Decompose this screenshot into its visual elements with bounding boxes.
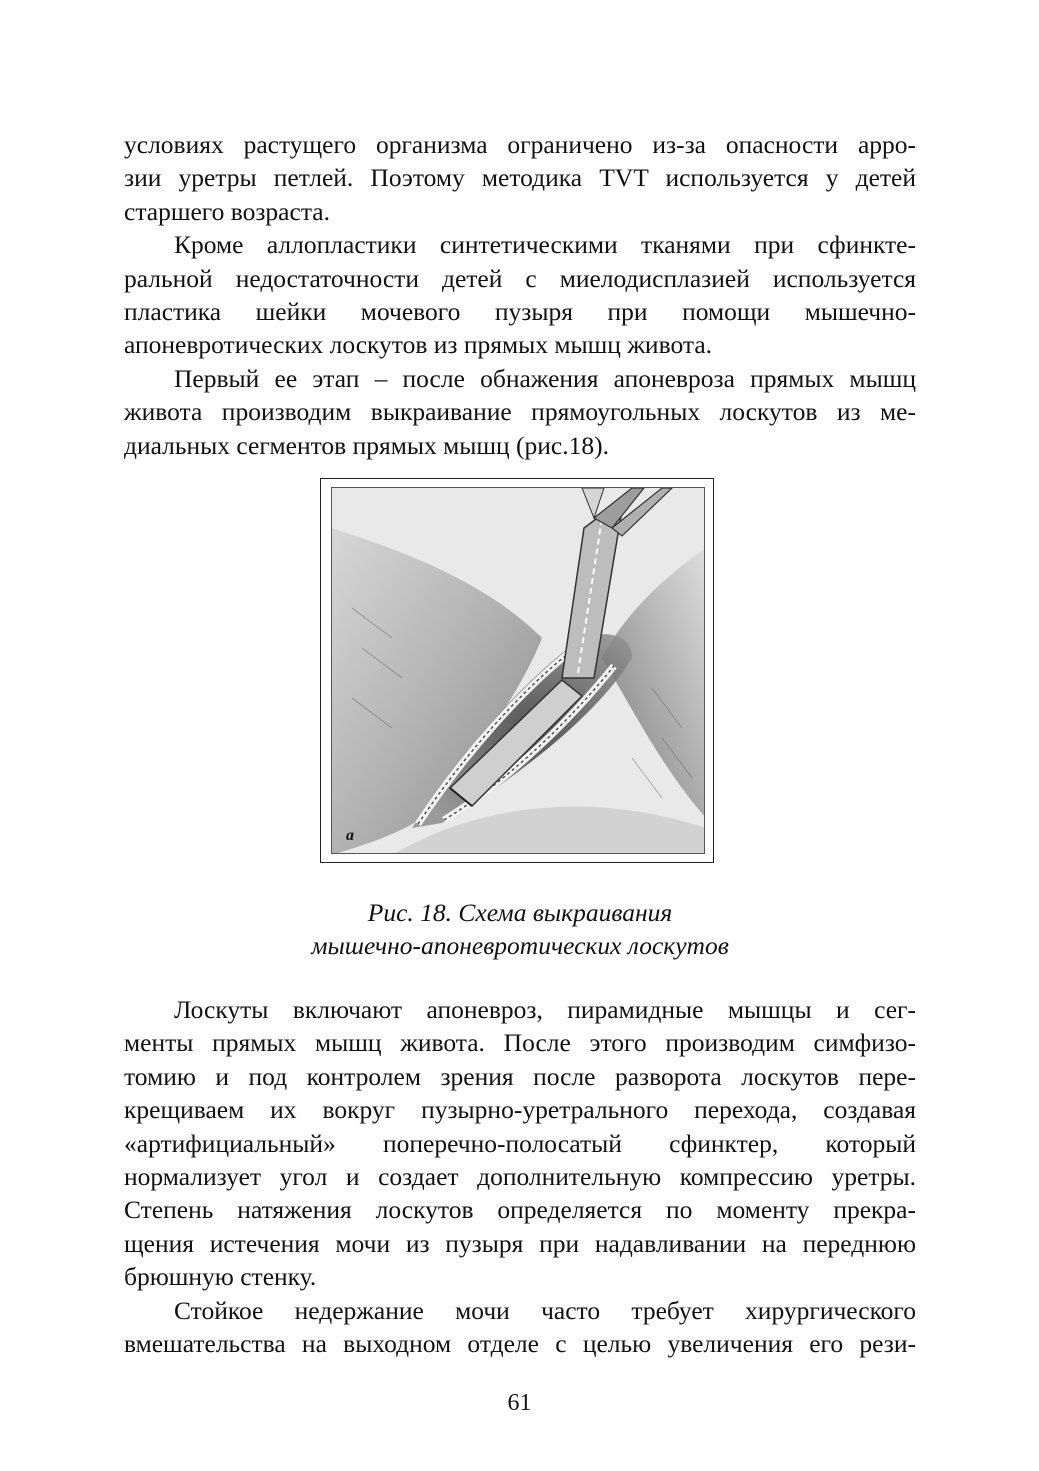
text-line: апоневротических лоскутов из прямых мышц живота. — [124, 330, 713, 360]
figure-panel-letter: a — [346, 827, 354, 844]
text-line: нормализует угол и создает дополнительную компрессию уретры. — [124, 1162, 916, 1192]
figure-caption — [124, 896, 916, 962]
text-line: Степень натяжения лоскутов определяется по моменту прекра- — [124, 1195, 916, 1225]
caption-line-1: Рис. 18. Схема выкраивания — [367, 898, 673, 927]
text-line: условиях растущего организма ограничено из-за опасности арро- — [124, 130, 916, 159]
text-line: Стойкое недержание мочи часто требует хирургического — [174, 1295, 916, 1325]
text-line: щения истечения мочи из пузыря при надавливании на переднюю — [124, 1228, 916, 1258]
surgical-illustration — [331, 487, 705, 854]
text-line: томию и под контролем зрения после разворота лоскутов пере- — [124, 1061, 916, 1091]
text-line: Кроме аллопластики синтетическими тканями при сфинкте- — [174, 230, 916, 260]
paragraph-4 — [124, 993, 916, 1294]
text-line: брюшную стенку. — [124, 1262, 317, 1292]
text-line: Лоскуты включают апоневроз, пирамидные мышцы и сег- — [174, 995, 916, 1024]
surgical-drawing-graphic — [332, 488, 705, 854]
bottom-text-block — [124, 993, 916, 1360]
caption-line-2: мышечно-апоневротических лоскутов — [311, 931, 729, 960]
figure-18-frame — [320, 478, 714, 863]
text-line: крещиваем их вокруг пузырно-уретрального перехода, создавая — [124, 1095, 916, 1125]
text-line: живота производим выкраивание прямоугольных лоскутов из ме- — [124, 397, 916, 427]
paragraph-5 — [124, 1294, 916, 1361]
text-line: пластика шейки мочевого пузыря при помощи мышечно- — [124, 297, 916, 327]
paragraph-3 — [124, 362, 916, 462]
text-line: менты прямых мышц живота. После этого производим симфизо- — [124, 1028, 916, 1058]
page-number: 61 — [507, 1390, 532, 1416]
text-line: вмешательства на выходном отделе с целью увеличения его рези- — [124, 1329, 916, 1359]
text-line: диальных сегментов прямых мышц (рис.18). — [124, 430, 609, 460]
text-line: зии уретры петлей. Поэтому методика TVT используется у детей — [124, 163, 916, 193]
text-line: старшего возраста. — [124, 196, 330, 226]
text-line: «артифициальный» поперечно-полосатый сфинктер, который — [124, 1128, 916, 1158]
paragraph-1 — [124, 128, 916, 228]
text-line: ральной недостаточности детей с миелодисплазией используется — [124, 263, 916, 293]
top-text-block — [124, 128, 916, 462]
paragraph-2 — [124, 228, 916, 362]
text-line: Первый ее этап – после обнажения апоневроза прямых мышц — [174, 363, 916, 393]
